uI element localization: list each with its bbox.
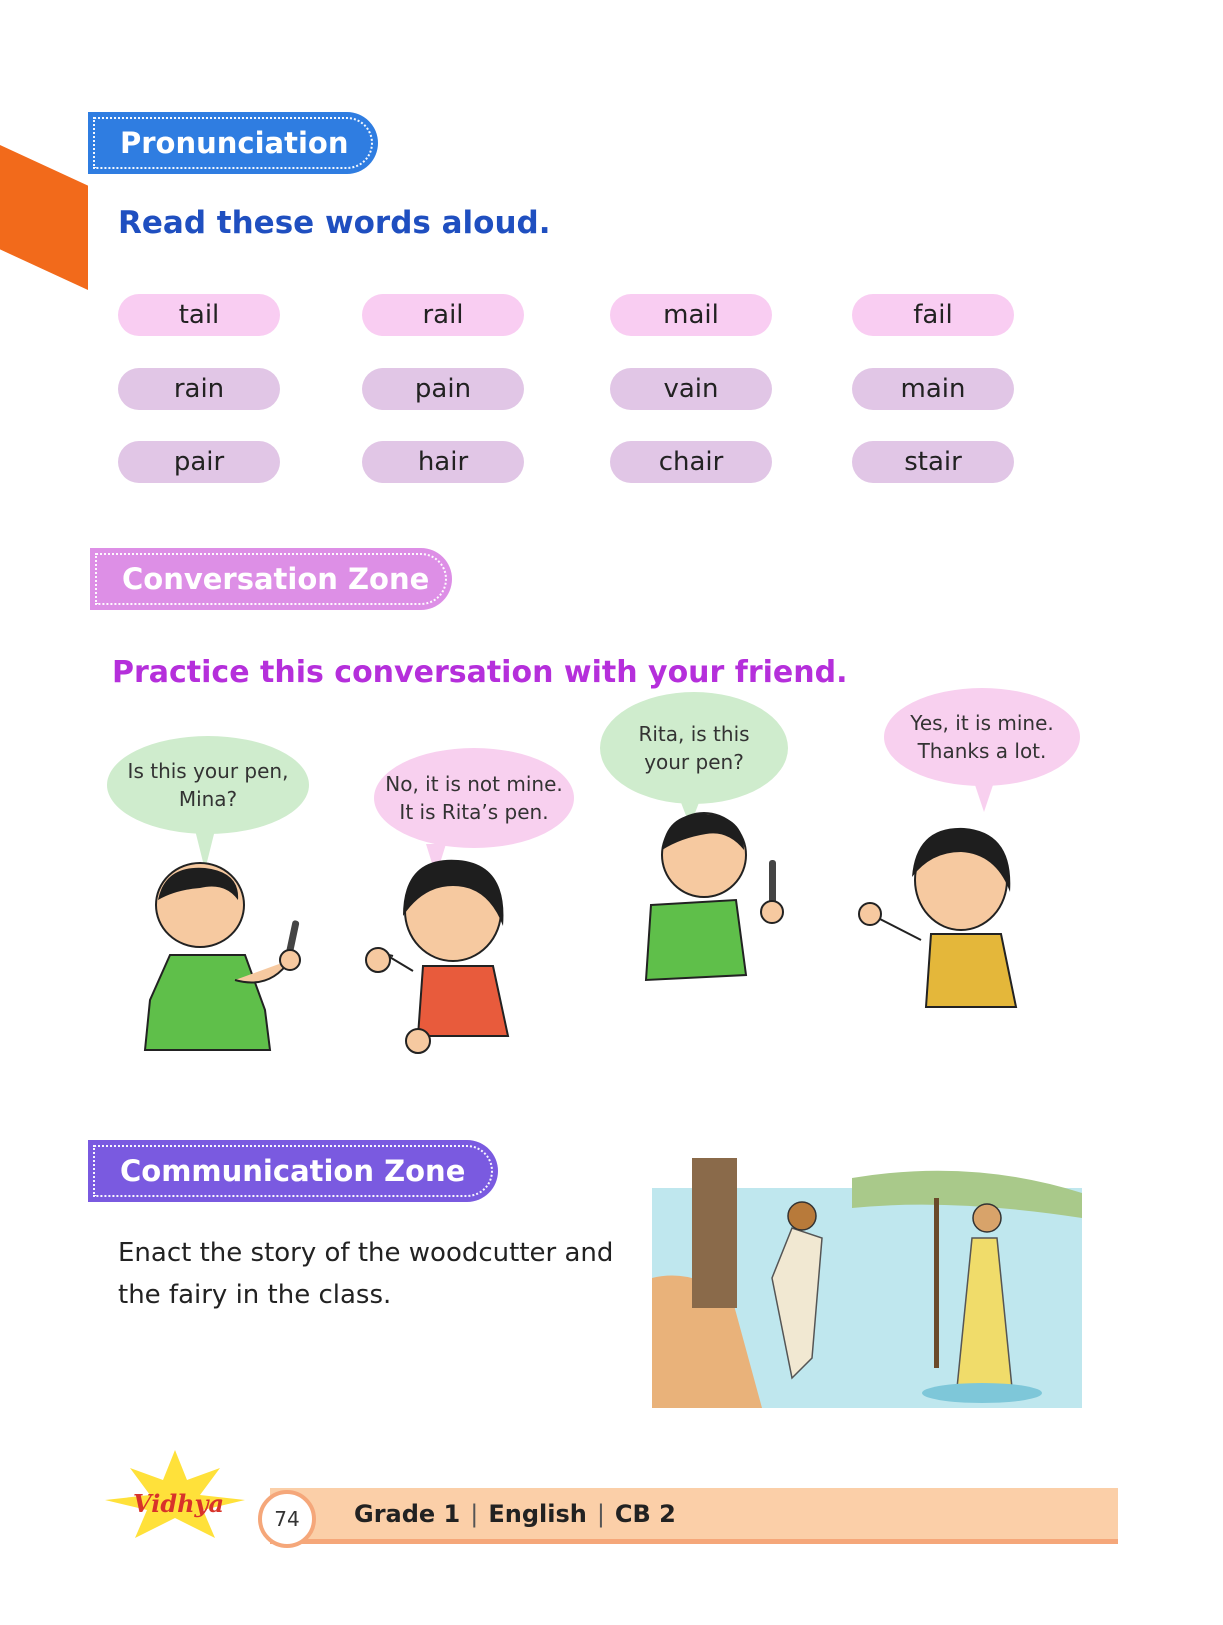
word-pill: fail bbox=[852, 294, 1014, 336]
vidhya-logo bbox=[95, 1450, 255, 1540]
bubble-line: It is Rita’s pen. bbox=[399, 800, 549, 824]
word-pill: tail bbox=[118, 294, 280, 336]
page-corner-tab bbox=[0, 145, 88, 290]
communication-text-line: the fairy in the class. bbox=[118, 1280, 392, 1310]
bubble-line: Is this your pen, bbox=[127, 759, 289, 783]
bubble-line: Thanks a lot. bbox=[917, 739, 1047, 763]
bubble-line: your pen? bbox=[644, 750, 744, 774]
word-pill: vain bbox=[610, 368, 772, 410]
speech-bubble bbox=[600, 692, 788, 804]
word-pill: rain bbox=[118, 368, 280, 410]
word-pill: hair bbox=[362, 441, 524, 483]
footer-label bbox=[354, 1500, 676, 1528]
boy-holding-pen-illustration-2 bbox=[636, 800, 796, 990]
pronunciation-title-text: Pronunciation bbox=[120, 126, 349, 160]
speech-bubble bbox=[107, 736, 309, 834]
speech-bubble bbox=[374, 748, 574, 848]
woodcutter-and-fairy-illustration bbox=[652, 1158, 1082, 1408]
word-pill: pain bbox=[362, 368, 524, 410]
bubble-line: Mina? bbox=[178, 787, 238, 811]
word-pill: mail bbox=[610, 294, 772, 336]
bubble-line: Yes, it is mine. bbox=[910, 711, 1054, 735]
girl-rita-illustration bbox=[846, 822, 1046, 1012]
word-pill: pair bbox=[118, 441, 280, 483]
word-pill: stair bbox=[852, 441, 1014, 483]
communication-section-title bbox=[88, 1140, 498, 1202]
communication-title-text: Communication Zone bbox=[120, 1154, 466, 1188]
footer-subject: English bbox=[488, 1500, 587, 1528]
conversation-section-title bbox=[90, 548, 452, 610]
svg-text:Vidhya: Vidhya bbox=[133, 1489, 225, 1518]
conversation-instruction: Practice this conversation with your friend. bbox=[112, 655, 848, 690]
word-pill: rail bbox=[362, 294, 524, 336]
bubble-line: No, it is not mine. bbox=[385, 772, 563, 796]
communication-instruction bbox=[118, 1232, 658, 1316]
speech-bubble bbox=[884, 688, 1080, 786]
footer-grade: Grade 1 bbox=[354, 1500, 461, 1528]
pronunciation-instruction: Read these words aloud. bbox=[118, 205, 551, 241]
page-number: 74 bbox=[258, 1490, 316, 1548]
word-pill: main bbox=[852, 368, 1014, 410]
conversation-title-text: Conversation Zone bbox=[122, 562, 430, 596]
communication-text-line: Enact the story of the woodcutter and bbox=[118, 1238, 614, 1268]
footer-separator: | bbox=[470, 1500, 479, 1528]
footer-separator: | bbox=[596, 1500, 605, 1528]
boy-holding-pen-illustration bbox=[130, 860, 330, 1060]
word-pill: chair bbox=[610, 441, 772, 483]
girl-mina-illustration bbox=[348, 856, 518, 1061]
pronunciation-section-title bbox=[88, 112, 378, 174]
bubble-line: Rita, is this bbox=[638, 722, 750, 746]
footer-book: CB 2 bbox=[614, 1500, 676, 1528]
